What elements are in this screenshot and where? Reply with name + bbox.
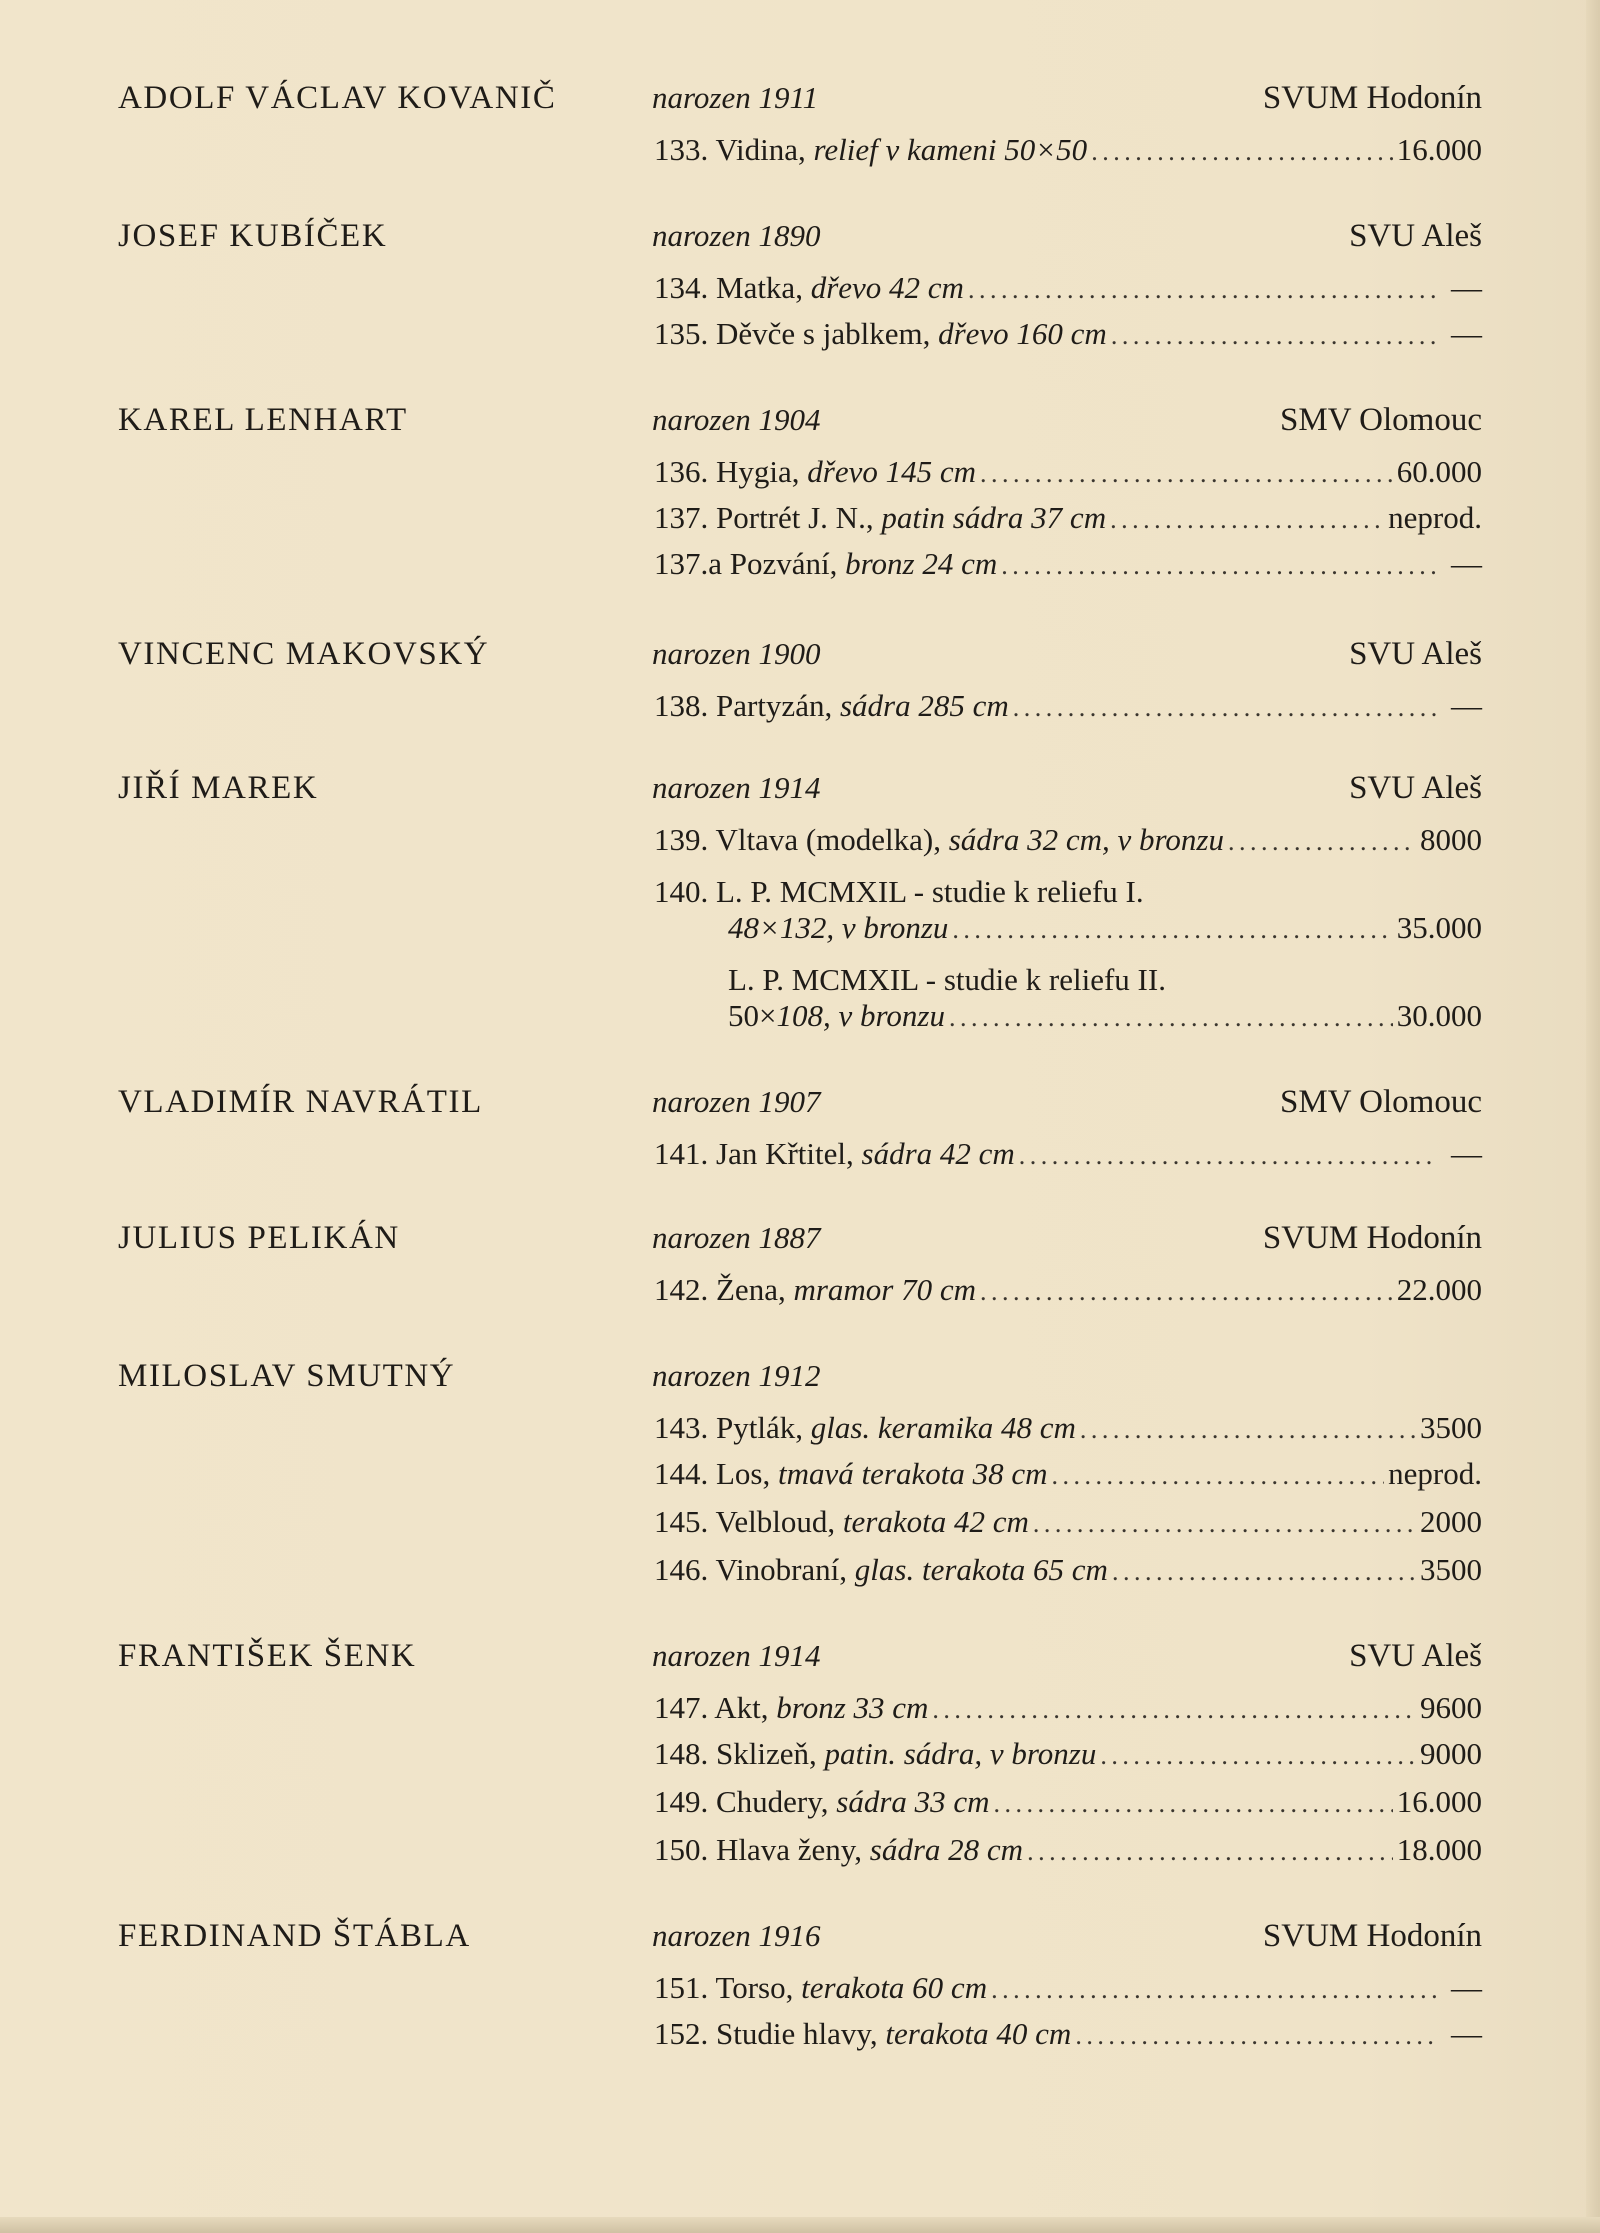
work-price: neprod. — [1388, 500, 1482, 535]
association: SVU Aleš — [1349, 636, 1482, 672]
work-title: Torso, — [715, 1970, 794, 2005]
work-row — [654, 1456, 1482, 1496]
page-edge-bottom — [0, 2217, 1600, 2233]
birth-year: narozen 1911 — [652, 80, 819, 115]
dot-leader — [1112, 1557, 1416, 1587]
work-number: 142. — [654, 1272, 709, 1307]
work-material: bronz 24 cm — [845, 546, 998, 581]
work-row — [654, 1552, 1482, 1592]
work-number: 152. — [654, 2016, 709, 2051]
work-row — [654, 132, 1482, 172]
work-material: sádra 33 cm — [836, 1784, 990, 1819]
dot-leader — [1100, 1741, 1416, 1771]
artist-name: ADOLF VÁCLAV KOVANIČ — [118, 80, 557, 116]
work-material: patin sádra 37 cm — [881, 500, 1107, 535]
work-price: — — [1451, 316, 1482, 351]
work-number: 151. — [654, 1970, 709, 2005]
work-number: 148. — [654, 1736, 709, 1771]
work-price: 2000 — [1420, 1504, 1482, 1539]
work-price: — — [1451, 270, 1482, 305]
dot-leader — [949, 1003, 1393, 1033]
work-number: 136. — [654, 454, 709, 489]
association: SMV Olomouc — [1280, 1084, 1482, 1120]
work-title: Jan Křtitel, — [716, 1136, 854, 1171]
dot-leader — [1075, 2021, 1438, 2051]
work-material: glas. terakota 65 cm — [854, 1552, 1108, 1587]
dot-leader — [1110, 505, 1384, 535]
work-material: sádra 28 cm — [869, 1832, 1024, 1867]
work-price: — — [1451, 1970, 1482, 2005]
work-price: — — [1451, 2016, 1482, 2051]
work-number: 140. — [654, 874, 709, 909]
page-edge-right — [1586, 0, 1600, 2233]
work-row — [654, 1832, 1482, 1872]
birth-year: narozen 1904 — [652, 402, 821, 437]
work-row — [654, 546, 1482, 586]
work-material: terakota 40 cm — [885, 2016, 1072, 2051]
work-number: 138. — [654, 688, 709, 723]
work-title: Los, — [716, 1456, 771, 1491]
work-row — [654, 962, 1556, 998]
work-row — [654, 822, 1482, 862]
work-material: glas. keramika 48 cm — [810, 1410, 1076, 1445]
work-material: tmavá terakota 38 cm — [778, 1456, 1048, 1491]
birth-year: narozen 1914 — [652, 1638, 821, 1673]
work-price: 16.000 — [1396, 1784, 1482, 1819]
work-material: bronz 33 cm — [776, 1690, 929, 1725]
work-row — [654, 1504, 1482, 1544]
work-row — [654, 1272, 1482, 1312]
birth-year: narozen 1916 — [652, 1918, 821, 1953]
work-title: Akt, — [714, 1690, 769, 1725]
work-title: Matka, — [716, 270, 803, 305]
work-title: Vltava (modelka), — [715, 822, 941, 857]
dot-leader — [1091, 137, 1393, 167]
artist-name: JOSEF KUBÍČEK — [118, 218, 388, 254]
work-number: 134. — [654, 270, 709, 305]
work-row — [654, 1690, 1482, 1730]
work-title: Velbloud, — [715, 1504, 836, 1539]
work-title: 50× — [728, 998, 777, 1033]
work-material: patin. sádra, v bronzu — [824, 1736, 1097, 1771]
birth-year: narozen 1907 — [652, 1084, 821, 1119]
artist-name: KAREL LENHART — [118, 402, 408, 438]
work-row — [654, 688, 1482, 728]
work-number: 135. — [654, 316, 709, 351]
work-price: 30.000 — [1396, 998, 1482, 1033]
work-title: L. P. MCMXIL - studie k reliefu II. — [728, 962, 1166, 997]
work-number: 137.a — [654, 546, 723, 581]
work-material: terakota 42 cm — [842, 1504, 1029, 1539]
work-number: 141. — [654, 1136, 709, 1171]
work-material: dřevo 145 cm — [807, 454, 976, 489]
work-material: mramor 70 cm — [793, 1272, 977, 1307]
work-material: sádra 285 cm — [839, 688, 1009, 723]
work-material: 108, v bronzu — [776, 998, 945, 1033]
dot-leader — [1019, 1141, 1438, 1171]
work-price: neprod. — [1388, 1456, 1482, 1491]
artist-name: JULIUS PELIKÁN — [118, 1220, 400, 1256]
work-price: 9000 — [1420, 1736, 1482, 1771]
association: SVUM Hodonín — [1262, 1918, 1482, 1954]
work-row-continuation — [654, 910, 1482, 950]
work-title: Hygia, — [716, 454, 800, 489]
work-material: terakota 60 cm — [801, 1970, 988, 2005]
work-material: sádra 42 cm — [861, 1136, 1015, 1171]
work-row — [654, 1136, 1482, 1176]
work-row — [654, 500, 1482, 540]
dot-leader — [1111, 321, 1438, 351]
work-number: 150. — [654, 1832, 709, 1867]
work-title: Portrét J. N., — [716, 500, 874, 535]
artist-name: VLADIMÍR NAVRÁTIL — [118, 1084, 483, 1120]
work-title: Chudery, — [716, 1784, 829, 1819]
work-title: Žena, — [716, 1272, 786, 1307]
dot-leader — [1013, 693, 1438, 723]
birth-year: narozen 1914 — [652, 770, 821, 805]
dot-leader — [980, 1277, 1393, 1307]
work-title: Pozvání, — [729, 546, 838, 581]
work-number: 145. — [654, 1504, 709, 1539]
work-row — [654, 1736, 1482, 1776]
work-title: Vidina, — [715, 132, 806, 167]
dot-leader — [1051, 1461, 1384, 1491]
work-title: Pytlák, — [716, 1410, 803, 1445]
work-row — [654, 2016, 1482, 2056]
work-material: dřevo 42 cm — [810, 270, 964, 305]
work-number: 149. — [654, 1784, 709, 1819]
work-price: 3500 — [1420, 1552, 1482, 1587]
dot-leader — [1001, 551, 1438, 581]
work-title: Vinobraní, — [715, 1552, 848, 1587]
dot-leader — [1033, 1509, 1416, 1539]
work-material: dřevo 160 cm — [938, 316, 1107, 351]
work-title: Partyzán, — [716, 688, 833, 723]
dot-leader — [1027, 1837, 1393, 1867]
dot-leader — [1080, 1415, 1416, 1445]
work-number: 139. — [654, 822, 709, 857]
artist-name: FERDINAND ŠTÁBLA — [118, 1918, 471, 1954]
artist-name: JIŘÍ MAREK — [118, 770, 319, 806]
work-price: — — [1451, 688, 1482, 723]
work-row — [654, 1410, 1482, 1450]
association: SMV Olomouc — [1280, 402, 1482, 438]
work-price: 18.000 — [1396, 1832, 1482, 1867]
work-material: sádra 32 cm, v bronzu — [948, 822, 1224, 857]
work-price: 3500 — [1420, 1410, 1482, 1445]
work-title: Děvče s jablkem, — [716, 316, 931, 351]
work-price: 8000 — [1420, 822, 1482, 857]
association: SVU Aleš — [1349, 218, 1482, 254]
birth-year: narozen 1912 — [652, 1358, 821, 1393]
association: SVUM Hodonín — [1262, 80, 1482, 116]
work-number: 143. — [654, 1410, 709, 1445]
dot-leader — [1228, 827, 1416, 857]
work-price: 60.000 — [1396, 454, 1482, 489]
work-row — [654, 1784, 1482, 1824]
work-row — [654, 270, 1482, 310]
work-price: 35.000 — [1396, 910, 1482, 945]
work-number: 137. — [654, 500, 709, 535]
work-title: Sklizeň, — [716, 1736, 817, 1771]
work-title: L. P. MCMXIL - studie k reliefu I. — [716, 874, 1144, 909]
work-row — [654, 1970, 1482, 2010]
dot-leader — [968, 275, 1438, 305]
dot-leader — [952, 915, 1392, 945]
artist-name: FRANTIŠEK ŠENK — [118, 1638, 417, 1674]
work-number: 133. — [654, 132, 709, 167]
dot-leader — [980, 459, 1393, 489]
work-number: 144. — [654, 1456, 709, 1491]
work-row — [654, 454, 1482, 494]
dot-leader — [932, 1695, 1416, 1725]
artist-name: MILOSLAV SMUTNÝ — [118, 1358, 456, 1394]
work-material: relief v kameni 50×50 — [813, 132, 1088, 167]
dot-leader — [991, 1975, 1438, 2005]
work-price: 9600 — [1420, 1690, 1482, 1725]
work-row — [654, 874, 1482, 910]
work-title: Studie hlavy, — [716, 2016, 878, 2051]
birth-year: narozen 1887 — [652, 1220, 821, 1255]
association: SVUM Hodonín — [1262, 1220, 1482, 1256]
work-material: 48×132, v bronzu — [728, 910, 949, 945]
work-price: 22.000 — [1396, 1272, 1482, 1307]
dot-leader — [994, 1789, 1393, 1819]
work-row — [654, 316, 1482, 356]
work-price: — — [1451, 546, 1482, 581]
association: SVU Aleš — [1349, 1638, 1482, 1674]
work-number: 147. — [654, 1690, 709, 1725]
association: SVU Aleš — [1349, 770, 1482, 806]
birth-year: narozen 1900 — [652, 636, 821, 671]
work-number: 146. — [654, 1552, 709, 1587]
work-price: 16.000 — [1396, 132, 1482, 167]
birth-year: narozen 1890 — [652, 218, 821, 253]
artist-name: VINCENC MAKOVSKÝ — [118, 636, 490, 672]
work-title: Hlava ženy, — [716, 1832, 863, 1867]
work-row-continuation — [654, 998, 1482, 1038]
work-price: — — [1451, 1136, 1482, 1171]
